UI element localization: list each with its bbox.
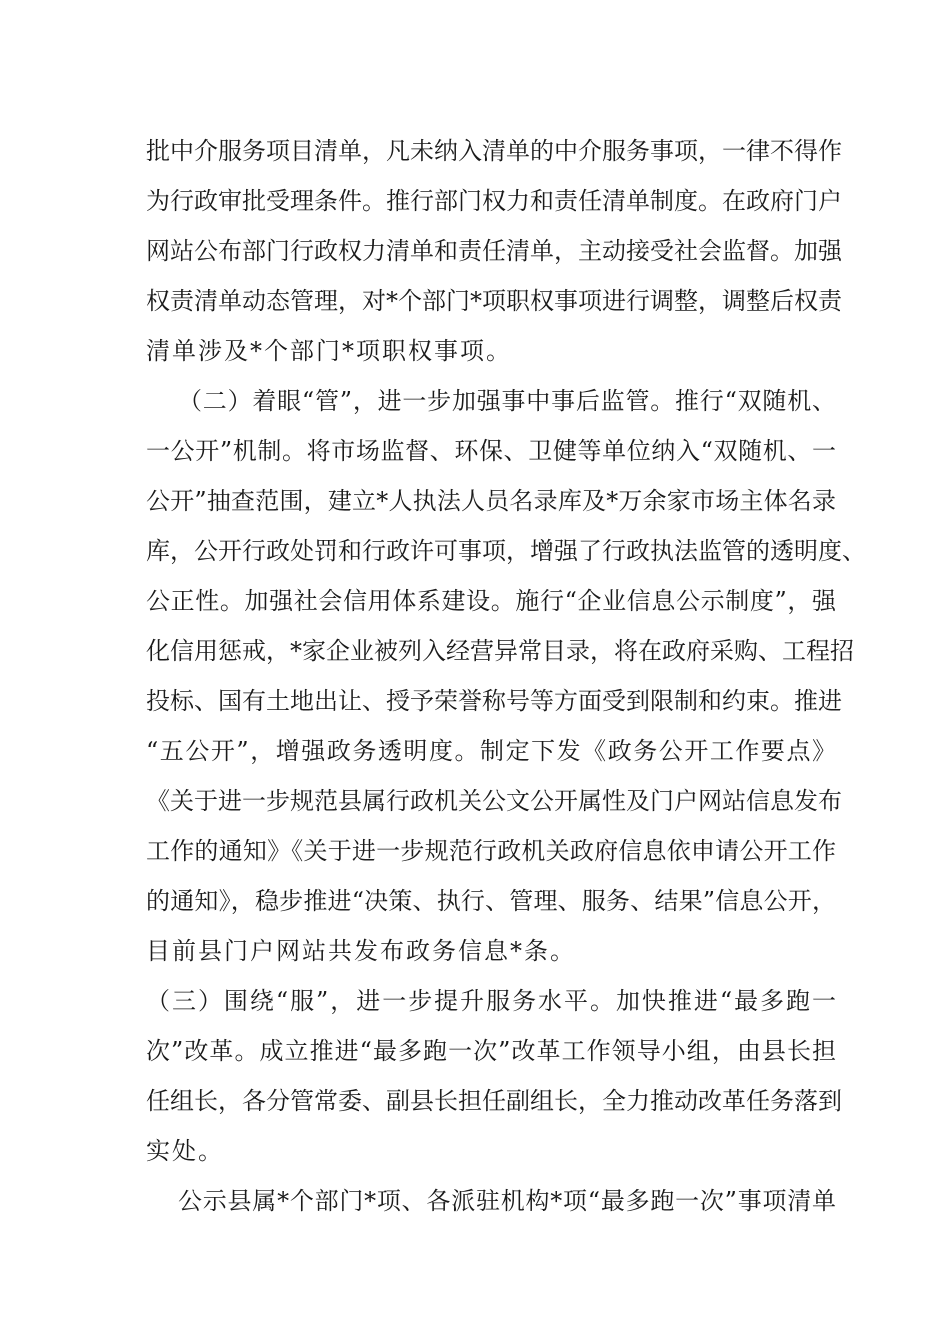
section-heading-line: （三）围绕“服”，进一步提升服务水平。加快推进“最多跑一: [146, 987, 836, 1015]
text-line: 投标、国有土地出让、授予荣誉称号等方面受到限制和约束。推进: [146, 687, 842, 715]
text-line: 网站公布部门行政权力清单和责任清单，主动接受社会监督。加强: [146, 237, 842, 265]
text-line: 化信用惩戒，*家企业被列入经营异常目录，将在政府采购、工程招: [146, 637, 854, 665]
text-line: 《关于进一步规范县属行政机关公文公开属性及门户网站信息发布: [146, 787, 842, 815]
text-line: 为行政审批受理条件。推行部门权力和责任清单制度。在政府门户: [146, 187, 842, 215]
section-heading-line: （二）着眼“管”，进一步加强事中事后监管。推行“双随机、: [178, 387, 836, 415]
text-line: 一公开”机制。将市场监督、环保、卫健等单位纳入“双随机、一: [146, 437, 836, 465]
text-line: 权责清单动态管理，对*个部门*项职权事项进行调整，调整后权责: [146, 287, 842, 315]
text-line: 批中介服务项目清单，凡未纳入清单的中介服务事项，一律不得作: [146, 137, 842, 165]
text-line: 工作的通知》《关于进一步规范行政机关政府信息依申请公开工作: [146, 837, 836, 865]
text-line: “五公开”，增强政务透明度。制定下发《政务公开工作要点》: [146, 737, 836, 765]
text-line: 的通知》，稳步推进“决策、执行、管理、服务、结果”信息公开，: [146, 887, 836, 915]
text-line: 公正性。加强社会信用体系建设。施行“企业信息公示制度”，强: [146, 587, 836, 615]
text-line: 公示县属*个部门*项、各派驻机构*项“最多跑一次”事项清单: [178, 1187, 836, 1215]
text-line: 任组长，各分管常委、副县长担任副组长，全力推动改革任务落到: [146, 1087, 842, 1115]
text-line: 库，公开行政处罚和行政许可事项，增强了行政执法监管的透明度、: [146, 537, 866, 565]
text-line: 公开”抽查范围，建立*人执法人员名录库及*万余家市场主体名录: [146, 487, 836, 515]
text-line: 清单涉及*个部门*项职权事项。: [146, 337, 512, 365]
text-line: 目前县门户网站共发布政务信息*条。: [146, 937, 576, 965]
text-line: 实处。: [146, 1137, 224, 1165]
text-line: 次”改革。成立推进“最多跑一次”改革工作领导小组，由县长担: [146, 1037, 836, 1065]
